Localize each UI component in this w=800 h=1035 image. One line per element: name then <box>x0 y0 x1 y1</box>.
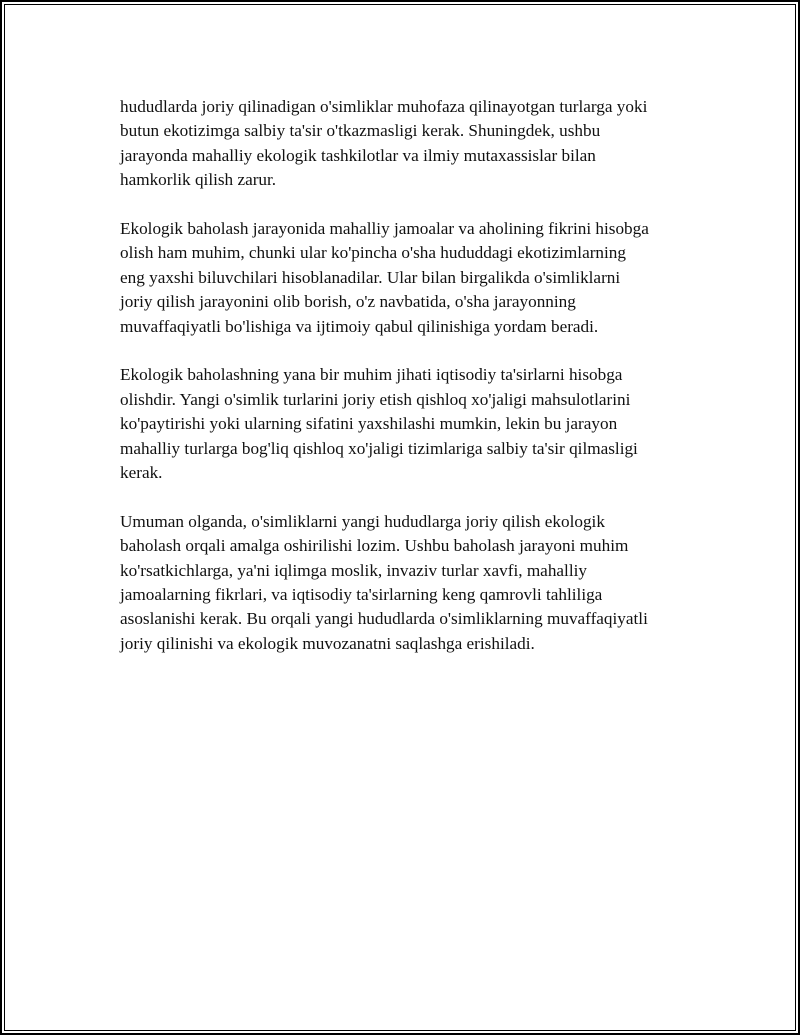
paragraph-4: Umuman olganda, o'simliklarni yangi hududlarga joriy qilish ekologik baholash orqali amalga oshirilishi lozim. Ushbu baholash jarayoni muhim ko'rsatkichlarga, ya'ni iqlimga moslik, invaziv turlar xavfi, mahalliy jamoalarning fikrlari, va iqtisodiy ta'sirlarning keng qamrovli tahliliga asoslanishi kerak. Bu orqali yangi hududlarda o'simliklarning muvaffaqiyatli joriy qilinishi va ekologik muvozanatni saqlashga erishiladi. <box>120 511 648 653</box>
paragraph-2: Ekologik baholash jarayonida mahalliy jamoalar va aholining fikrini hisobga olish ham muhim, chunki ular ko'pincha o'sha hududdagi ekotizimlarning eng yaxshi biluvchilari hisoblanadilar. Ular bilan birgalikda o'simliklarni joriy qilish jarayonini olib borish, o'z navbatida, o'sha jarayonning muvaffaqiyatli bo'lishiga va ijtimoiy qabul qilinishiga yordam beradi. <box>120 219 649 336</box>
paragraph-3: Ekologik baholashning yana bir muhim jihati iqtisodiy ta'sirlarni hisobga olishdir. Yangi o'simlik turlarini joriy etish qishloq xo'jaligi mahsulotlarini ko'paytirishi yoki ularning sifatini yaxshilashi mumkin, lekin bu jarayon mahalliy turlarga bog'liq qishloq xo'jaligi tizimlariga salbiy ta'sir qilmasligi kerak. <box>120 365 638 483</box>
paragraph-1: hududlarda joriy qilinadigan o'simliklar muhofaza qilinayotgan turlarga yoki butun ekotizimga salbiy ta'sir o'tkazmasligi kerak. Shuningdek, ushbu jarayonda mahalliy ekologik tashkilotlar va ilmiy mutaxassislar bilan hamkorlik qilish zarur. <box>120 97 648 190</box>
document-body <box>120 95 710 681</box>
